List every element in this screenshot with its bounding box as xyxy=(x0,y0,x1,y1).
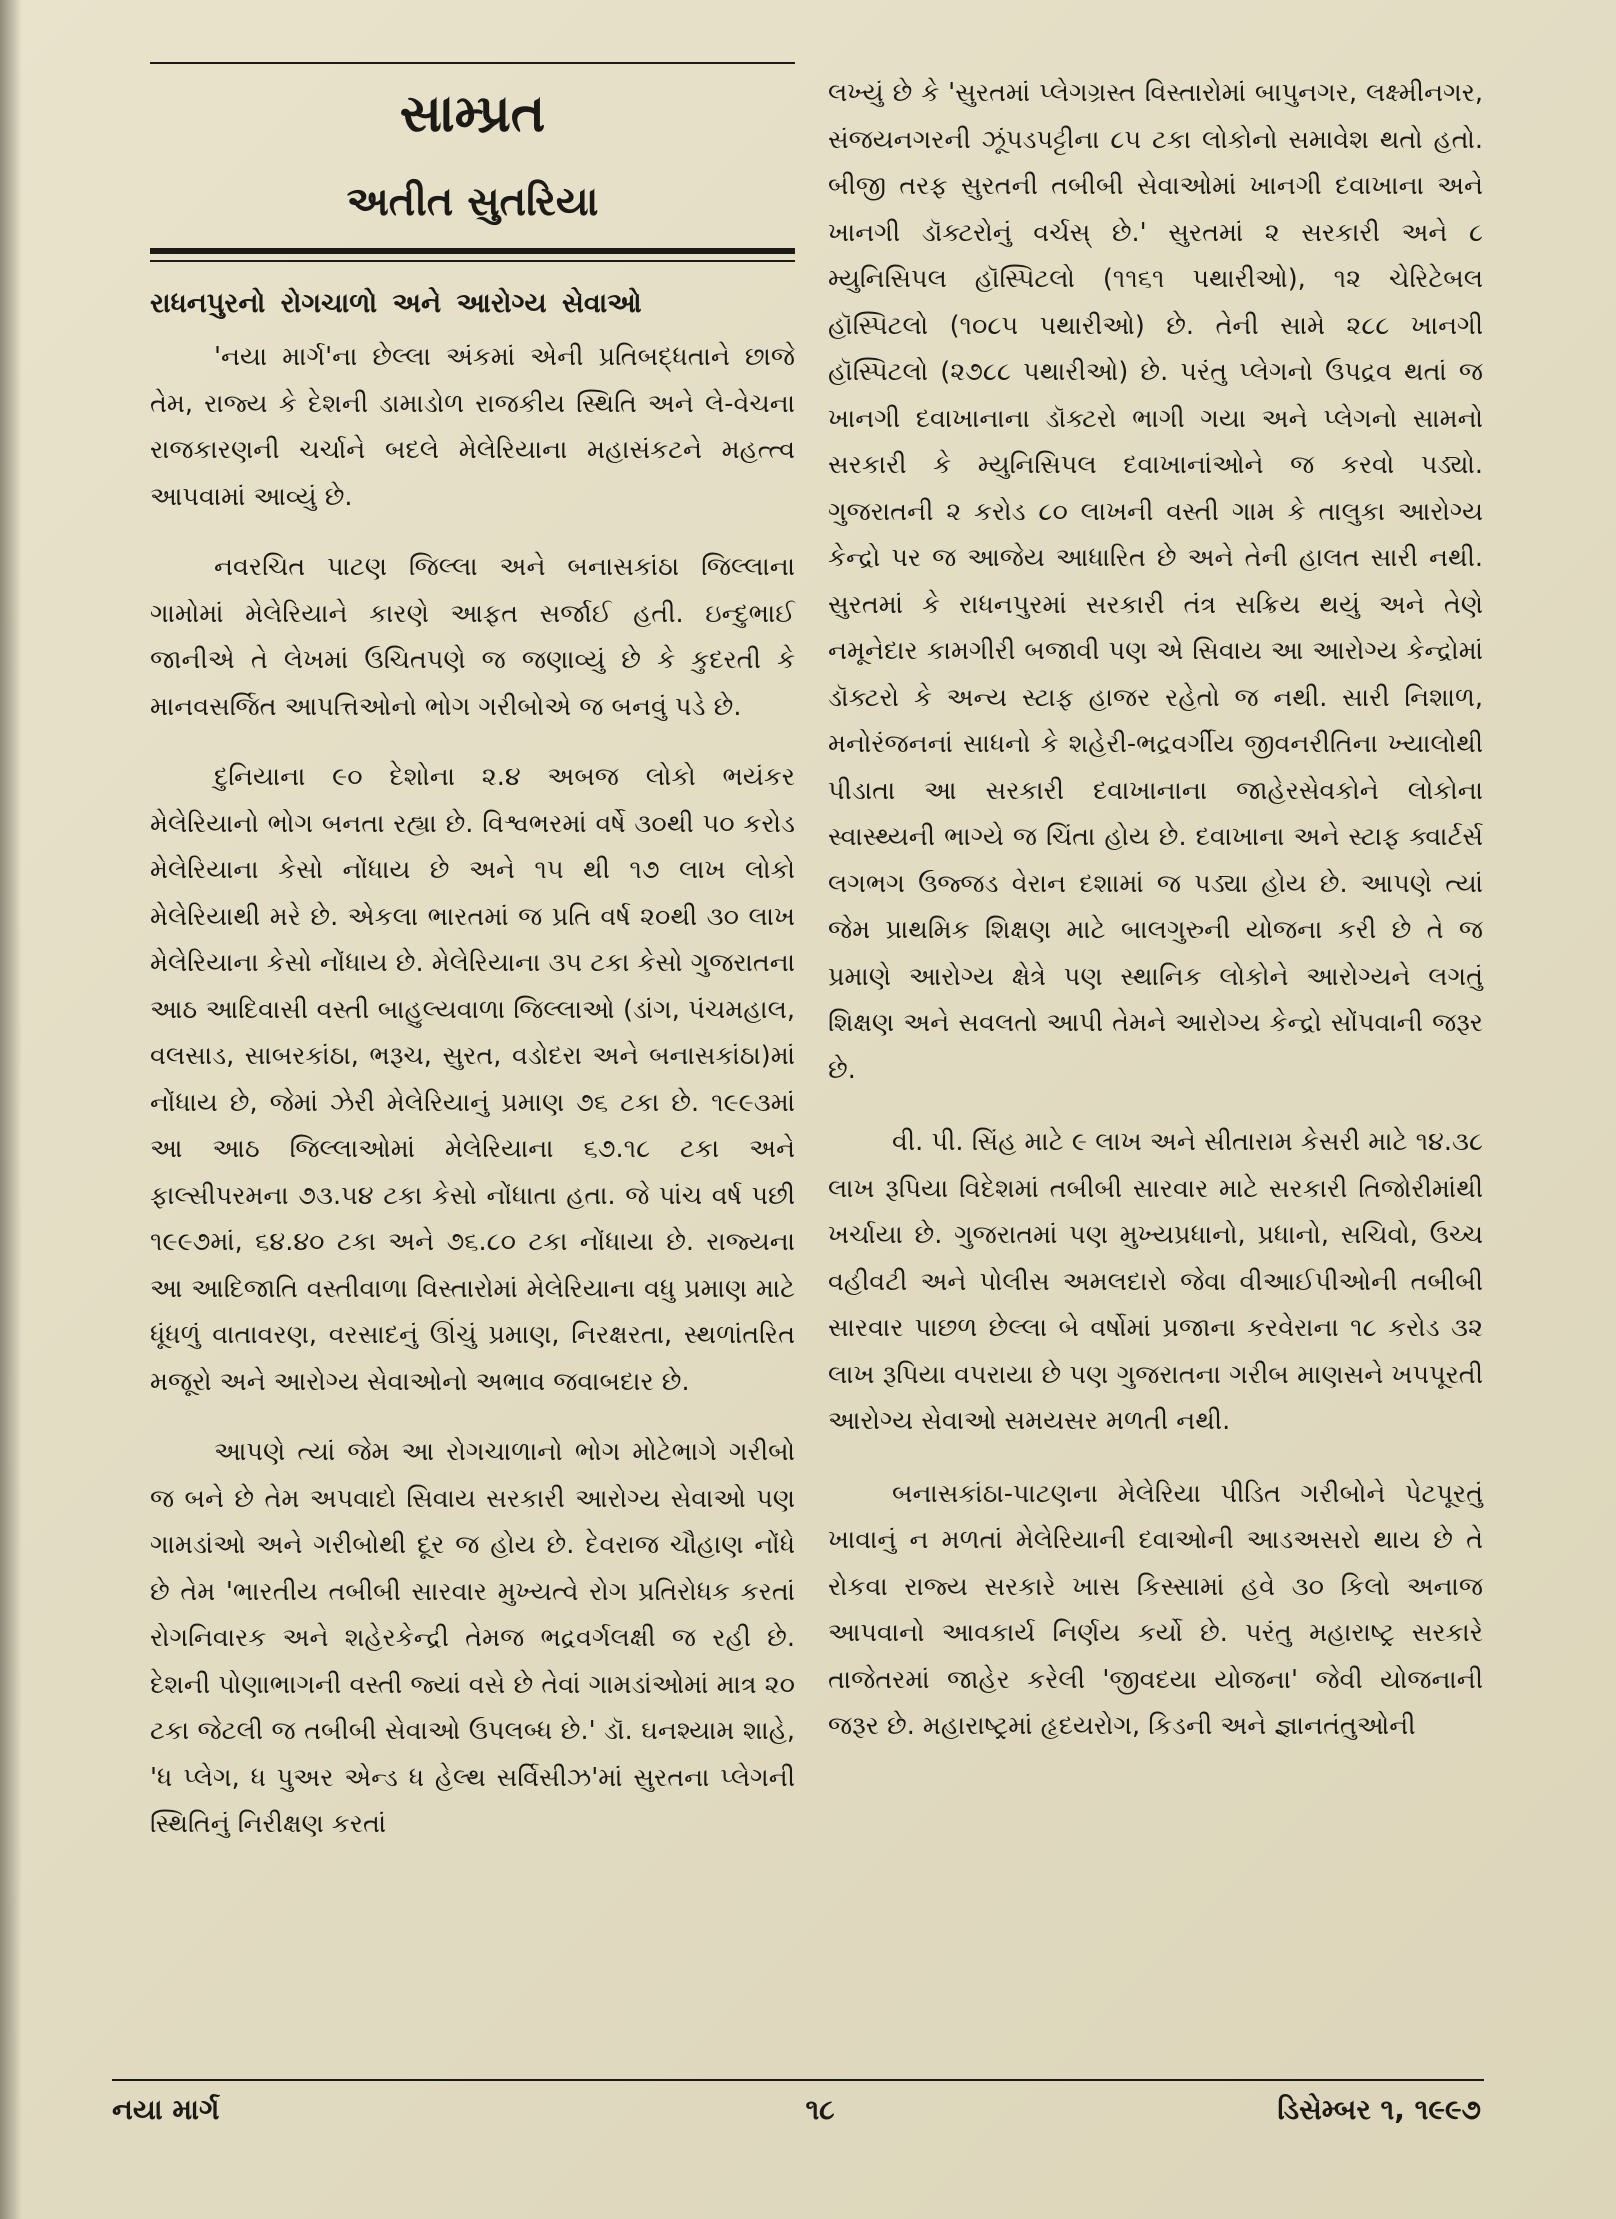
binding-shadow xyxy=(0,0,22,2219)
footer-magazine-name: નયા માર્ગ xyxy=(112,2093,220,2126)
issue-date: ડિસેમ્બર ૧, ૧૯૯૭ xyxy=(1277,2093,1481,2126)
paragraph: 'નયા માર્ગ'ના છેલ્લા અંકમાં એની પ્રતિબદ્ધતાને છાજે તેમ, રાજ્ય કે દેશની ડામાડોળ રાજકીય સ્થિતિ અને લે-વેચના રાજકારણની ચર્ચાને બદલે મેલેરિયાના મહાસંકટને મહત્ત્વ આપવામાં આવ્યું છે. xyxy=(150,342,795,512)
footer-rule xyxy=(112,2079,1484,2081)
paragraph: નવરચિત પાટણ જિલ્લા અને બનાસકાંઠા જિલ્લાના ગામોમાં મેલેરિયાને કારણે આફત સર્જાઈ હતી. ઇન્દુભાઈ જાનીએ તે લેખમાં ઉચિતપણે જ જણાવ્યું છે કે કુદરતી કે માનવસર્જિત આપત્તિઓનો ભોગ ગરીબોએ જ બનવું પડે છે. xyxy=(150,552,795,722)
paragraph: બનાસકાંઠા-પાટણના મેલેરિયા પીડિત ગરીબોને પેટપૂરતું ખાવાનું ન મળતાં મેલેરિયાની દવાઓની આડઅસરો થાય છે તે રોકવા રાજ્ય સરકારે ખાસ કિસ્સામાં હવે ૩૦ કિલો અનાજ આપવાનો આવકાર્ય નિર્ણય કર્યો છે. પરંતુ મહારાષ્ટ્ર સરકારે તાજેતરમાં જાહેર કરેલી 'જીવદયા યોજના' જેવી યોજનાની જરૂર છે. મહારાષ્ટ્રમાં હૃદયરોગ, કિડની અને જ્ઞાનતંતુઓની xyxy=(828,1478,1483,1741)
page-number: ૧૮ xyxy=(805,2093,835,2126)
left-column xyxy=(150,62,795,1848)
heading-rule-thick xyxy=(150,248,795,254)
paragraph: દુનિયાના ૯૦ દેશોના ૨.૪ અબજ લોકો ભયંકર મેલેરિયાનો ભોગ બનતા રહ્યા છે. વિશ્વભરમાં વર્ષે ૩૦થી ૫૦ કરોડ મેલેરિયાના કેસો નોંધાય છે અને ૧૫ થી ૧૭ લાખ લોકો મેલેરિયાથી મરે છે. એકલા ભારતમાં જ પ્રતિ વર્ષ ૨૦થી ૩૦ લાખ મેલેરિયાના કેસો નોંધાય છે. મેલેરિયાના ૩૫ ટકા કેસો ગુજરાતના આઠ આદિવાસી વસ્તી બાહુલ્યવાળા જિલ્લાઓ (ડાંગ, પંચમહાલ, વલસાડ, સાબરકાંઠા, ભરૂચ, સુરત, વડોદરા અને બનાસકાંઠા)માં નોંધાય છે, જેમાં ઝેરી મેલેરિયાનું પ્રમાણ ૭૬ ટકા છે. ૧૯૯૩માં આ આઠ જિલ્લાઓમાં મેલેરિયાના ૬૭.૧૮ ટકા અને ફાલ્સીપરમના ૭૩.૫૪ ટકા કેસો નોંધાતા હતા. જે પાંચ વર્ષ પછી ૧૯૯૭માં, ૬૪.૪૦ ટકા અને ૭૬.૮૦ ટકા નોંધાયા છે. રાજ્યના આ આદિજાતિ વસ્તીવાળા વિસ્તારોમાં મેલેરિયાના વધુ પ્રમાણ માટે ધૂંધળું વાતાવરણ, વરસાદનું ઊંચું પ્રમાણ, નિરક્ષરતા, સ્થળાંતરિત મજૂરો અને આરોગ્ય સેવાઓનો અભાવ જવાબદાર છે. xyxy=(150,762,795,1397)
top-rule xyxy=(150,62,795,64)
article-headline: રાધનપુરનો રોગચાળો અને આરોગ્ય સેવાઓ xyxy=(150,288,642,319)
paragraph: આપણે ત્યાં જેમ આ રોગચાળાનો ભોગ મોટેભાગે ગરીબો જ બને છે તેમ અપવાદો સિવાય સરકારી આરોગ્ય સેવાઓ પણ ગામડાંઓ અને ગરીબોથી દૂર જ હોય છે. દેવરાજ ચૌહાણ નોંધે છે તેમ 'ભારતીય તબીબી સારવાર મુખ્યત્વે રોગ પ્રતિરોધક કરતાં રોગનિવારક અને શહેરકેન્દ્રી તેમજ ભદ્રવર્ગલક્ષી જ રહી છે. દેશની પોણાભાગની વસ્તી જ્યાં વસે છે તેવાં ગામડાંઓમાં માત્ર ૨૦ ટકા જેટલી જ તબીબી સેવાઓ ઉપલબ્ધ છે.' ડૉ. ઘનશ્યામ શાહે, 'ધ પ્લેગ, ધ પુઅર એન્ડ ધ હેલ્થ સર્વિસીઝ'માં સુરતના પ્લેગની સ્થિતિનું નિરીક્ષણ કરતાં xyxy=(150,1437,795,1839)
paragraph: લખ્યું છે કે 'સુરતમાં પ્લેગગ્રસ્ત વિસ્તારોમાં બાપુનગર, લક્ષ્મીનગર, સંજયનગરની ઝૂંપડપટ્ટીના ૮૫ ટકા લોકોનો સમાવેશ થતો હતો. બીજી તરફ સુરતની તબીબી સેવાઓમાં ખાનગી દવાખાના અને ખાનગી ડૉક્ટરોનું વર્ચસ્ છે.' સુરતમાં ૨ સરકારી અને ૮ મ્યુનિસિપલ હૉસ્પિટલો (૧૧૬૧ પથારીઓ), ૧૨ ચેરિટેબલ હૉસ્પિટલો (૧૦૮૫ પથારીઓ) છે. તેની સામે ૨૮૮ ખાનગી હૉસ્પિટલો (૨૭૮૮ પથારીઓ) છે. પરંતુ પ્લેગનો ઉપદ્રવ થતાં જ ખાનગી દવાખાનાના ડૉક્ટરો ભાગી ગયા અને પ્લેગનો સામનો સરકારી કે મ્યુનિસિપલ દવાખાનાંઓને જ કરવો પડ્યો. ગુજરાતની ૨ કરોડ ૮૦ લાખની વસ્તી ગામ કે તાલુકા આરોગ્ય કેન્દ્રો પર જ આજેય આધારિત છે અને તેની હાલત સારી નથી. સુરતમાં કે રાધનપુરમાં સરકારી તંત્ર સક્રિય થયું અને તેણે નમૂનેદાર કામગીરી બજાવી પણ એ સિવાય આ આરોગ્ય કેન્દ્રોમાં ડૉક્ટરો કે અન્ય સ્ટાફ હાજર રહેતો જ નથી. સારી નિશાળ, મનોરંજનનાં સાધનો કે શહેરી-ભદ્રવર્ગીય જીવનરીતિના ખ્યાલોથી પીડાતા આ સરકારી દવાખાનાના જાહેરસેવકોને લોકોના સ્વાસ્થ્યની ભાગ્યે જ ચિંતા હોય છે. દવાખાના અને સ્ટાફ ક્વાર્ટર્સ લગભગ ઉજ્જડ વેરાન દશામાં જ પડ્યા હોય છે. આપણે ત્યાં જેમ પ્રાથમિક શિક્ષણ માટે બાલગુરુની યોજના કરી છે તે જ પ્રમાણે આરોગ્ય ક્ષેત્રે પણ સ્થાનિક લોકોને આરોગ્યને લગતું શિક્ષણ અને સવલતો આપી તેમને આરોગ્ય કેન્દ્રો સોંપવાની જરૂર છે. xyxy=(828,78,1483,1085)
right-column xyxy=(828,70,1483,1750)
section-title: સામ્પ્રત xyxy=(399,84,546,144)
heading-rule-thin xyxy=(150,260,795,262)
author-name: અતીત સુતરિયા xyxy=(346,179,599,225)
paragraph: વી. પી. સિંહ માટે ૯ લાખ અને સીતારામ કેસરી માટે ૧૪.૩૮ લાખ રૂપિયા વિદેશમાં તબીબી સારવાર માટે સરકારી તિજોરીમાંથી ખર્ચાયા છે. ગુજરાતમાં પણ મુખ્યપ્રધાનો, પ્રધાનો, સચિવો, ઉચ્ચ વહીવટી અને પોલીસ અમલદારો જેવા વીઆઈપીઓની તબીબી સારવાર પાછળ છેલ્લા બે વર્ષોમાં પ્રજાના કરવેરાના ૧૮ કરોડ ૩૨ લાખ રૂપિયા વપરાયા છે પણ ગુજરાતના ગરીબ માણસને ખપપૂરતી આરોગ્ય સેવાઓ સમયસર મળતી નથી. xyxy=(828,1127,1483,1436)
